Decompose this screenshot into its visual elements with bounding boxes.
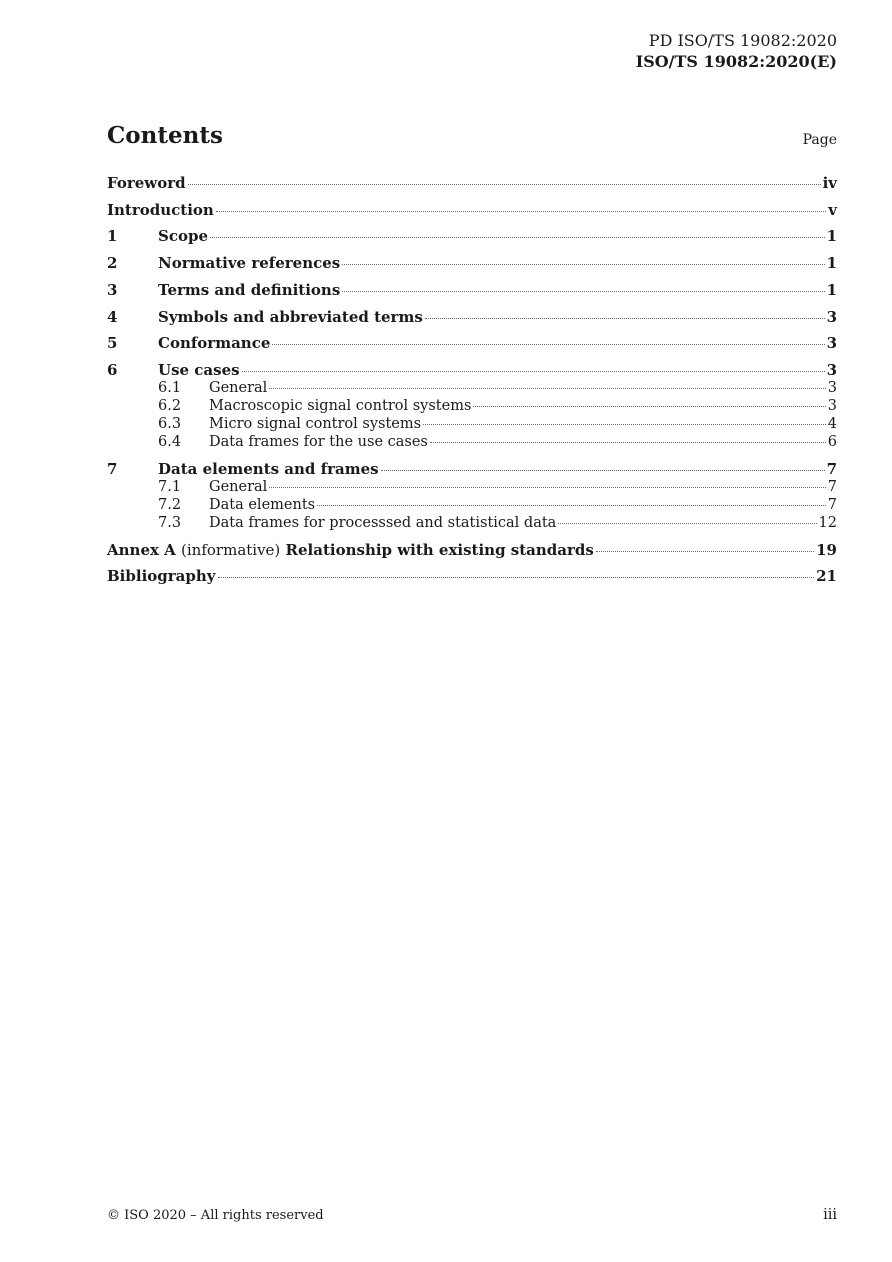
dot-leader xyxy=(430,442,826,443)
dot-leader xyxy=(242,371,825,372)
page-number: iii xyxy=(823,1207,837,1223)
toc-entry-number: 7.1 xyxy=(158,479,182,495)
toc-entry-title: Data frames for the use cases xyxy=(209,434,428,450)
header-document-id: PD ISO/TS 19082:2020 xyxy=(648,31,837,50)
toc-entry[interactable] xyxy=(107,497,837,515)
dot-leader xyxy=(342,291,824,292)
toc-entry[interactable] xyxy=(107,479,837,497)
toc-entry-title: Introduction xyxy=(107,201,214,219)
toc-entry-number: 7 xyxy=(107,460,118,478)
toc-entry-title: General xyxy=(209,380,268,396)
toc-entry-page: 6 xyxy=(827,434,837,450)
toc-entry-title: Use cases xyxy=(158,361,240,379)
dot-leader xyxy=(425,318,825,319)
annex-label: Annex A xyxy=(107,541,176,559)
dot-leader xyxy=(216,211,826,212)
toc-entry[interactable] xyxy=(107,308,837,330)
toc-entry-page: 3 xyxy=(827,398,837,414)
annex-type: (informative) xyxy=(181,541,281,559)
toc-entry-page: 1 xyxy=(826,254,837,272)
toc-entry-number: 6 xyxy=(107,361,118,379)
dot-leader xyxy=(218,577,815,578)
toc-entry-title: Data frames for processsed and statistical data xyxy=(209,515,557,531)
toc-entry-number: 4 xyxy=(107,308,118,326)
toc-entry[interactable] xyxy=(107,434,837,452)
toc-entry[interactable] xyxy=(107,227,837,249)
toc-entry-title: Macroscopic signal control systems xyxy=(209,398,472,414)
toc-entry-number: 7.3 xyxy=(158,515,182,531)
toc-entry-page: 7 xyxy=(827,497,837,513)
header-standard-id: ISO/TS 19082:2020(E) xyxy=(635,52,837,71)
toc-entry-page: 21 xyxy=(816,567,837,585)
toc-entry-page: 3 xyxy=(826,334,837,352)
toc-entry[interactable] xyxy=(107,515,837,533)
toc-entry-bibliography[interactable] xyxy=(107,567,837,589)
toc-entry-title: General xyxy=(209,479,268,495)
toc-entry-page: iv xyxy=(822,174,837,192)
toc-entry-page: 3 xyxy=(827,380,837,396)
toc-entry-title: Conformance xyxy=(158,334,271,352)
toc-entry-number: 3 xyxy=(107,281,118,299)
toc-entry[interactable] xyxy=(107,254,837,276)
toc-entry[interactable] xyxy=(107,201,837,223)
toc-entry-page: v xyxy=(828,201,837,219)
dot-leader xyxy=(596,551,814,552)
toc-entry-title: Bibliography xyxy=(107,567,216,585)
toc-entry-page: 12 xyxy=(818,515,837,531)
toc-entry-number: 2 xyxy=(107,254,118,272)
toc-entry-number: 1 xyxy=(107,227,118,245)
dot-leader xyxy=(210,237,825,238)
toc-entry-page: 3 xyxy=(826,361,837,379)
toc-entry-page: 4 xyxy=(827,416,837,432)
toc-entry[interactable] xyxy=(107,416,837,434)
copyright-notice: © ISO 2020 – All rights reserved xyxy=(107,1208,324,1223)
toc-entry-title: Micro signal control systems xyxy=(209,416,422,432)
dot-leader xyxy=(558,523,816,524)
toc-entry-page: 1 xyxy=(826,227,837,245)
toc-entry-title: Normative references xyxy=(158,254,341,272)
toc-entry-number: 5 xyxy=(107,334,118,352)
toc-entry-number: 6.2 xyxy=(158,398,182,414)
toc-entry-title: Terms and definitions xyxy=(158,281,341,299)
toc-entry-annex[interactable] xyxy=(107,541,837,563)
toc-entry[interactable] xyxy=(107,334,837,356)
dot-leader xyxy=(423,424,826,425)
toc-entry-number: 7.2 xyxy=(158,497,182,513)
dot-leader xyxy=(188,184,821,185)
dot-leader xyxy=(381,470,825,471)
toc-entry-number: 6.1 xyxy=(158,380,182,396)
toc-entry-title: Data elements xyxy=(209,497,316,513)
toc-entry-page: 1 xyxy=(826,281,837,299)
dot-leader xyxy=(269,388,825,389)
toc-entry[interactable] xyxy=(107,174,837,196)
toc-entry-title: Symbols and abbreviated terms xyxy=(158,308,423,326)
toc-entry-number: 6.4 xyxy=(158,434,182,450)
toc-entry[interactable] xyxy=(107,398,837,416)
toc-entry-page: 7 xyxy=(826,460,837,478)
page-title: Contents xyxy=(107,122,223,149)
dot-leader xyxy=(269,487,825,488)
dot-leader xyxy=(342,264,824,265)
toc-entry[interactable] xyxy=(107,380,837,398)
dot-leader xyxy=(272,344,824,345)
toc-entry-title: Foreword xyxy=(107,174,186,192)
toc-entry[interactable] xyxy=(107,281,837,303)
page-column-heading: Page xyxy=(802,132,837,148)
toc-entry-page: 19 xyxy=(816,541,837,559)
toc-entry-page: 3 xyxy=(826,308,837,326)
toc-entry-number: 6.3 xyxy=(158,416,182,432)
dot-leader xyxy=(317,505,826,506)
dot-leader xyxy=(473,406,825,407)
annex-title: Relationship with existing standards xyxy=(285,541,594,559)
toc-entry-page: 7 xyxy=(827,479,837,495)
toc-entry-title: Data elements and frames xyxy=(158,460,379,478)
toc-entry-title: Scope xyxy=(158,227,209,245)
